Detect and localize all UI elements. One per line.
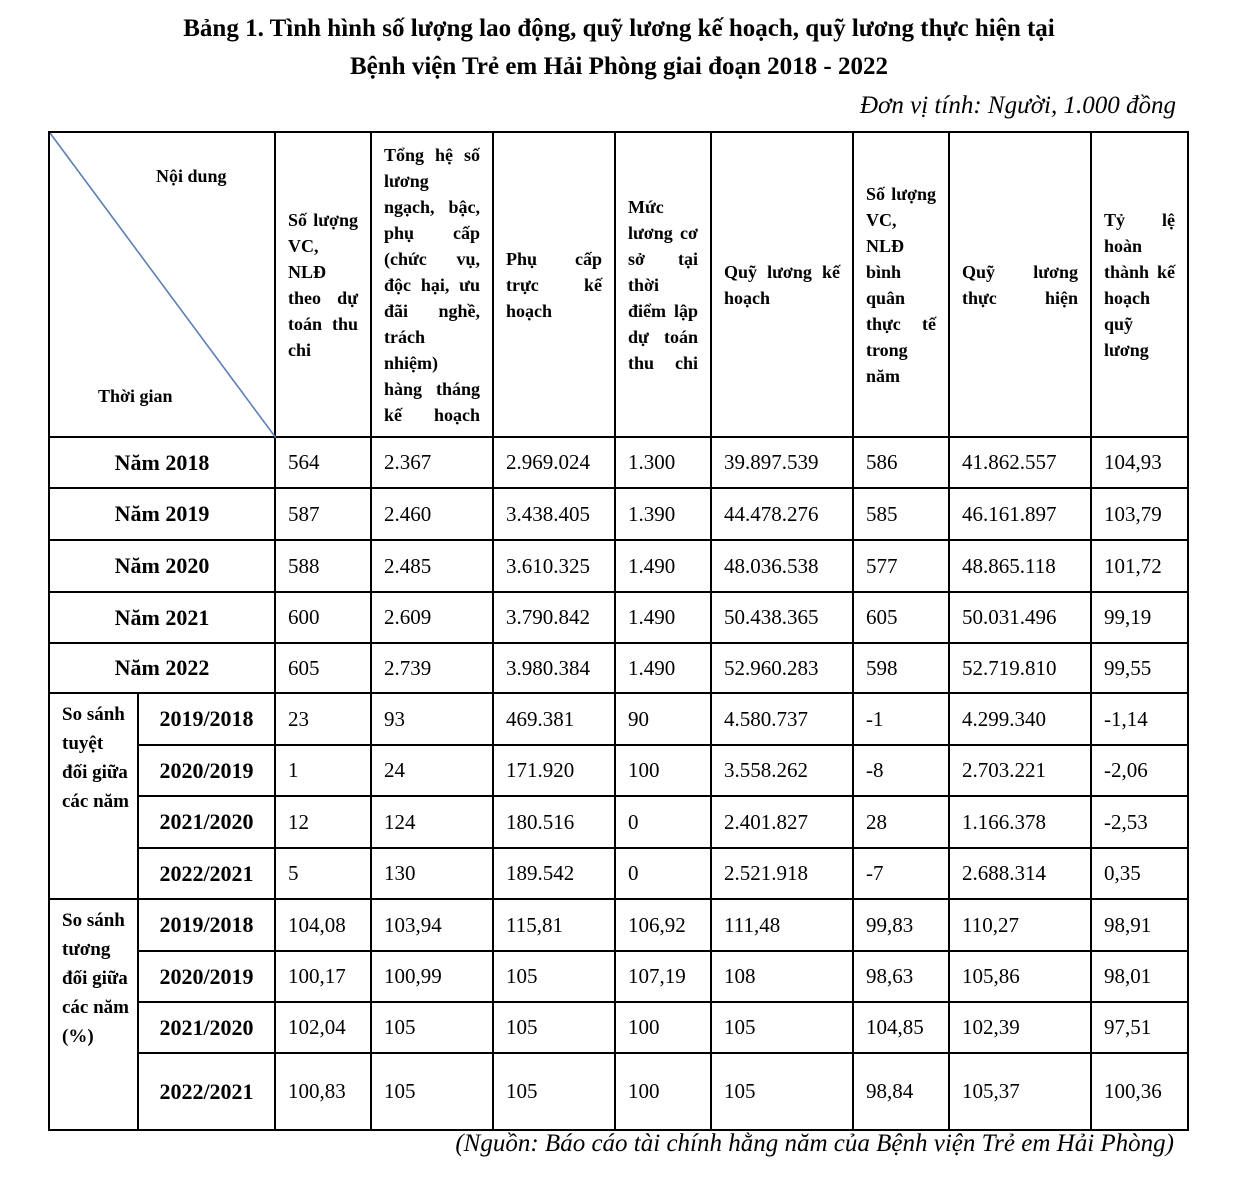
table-title bbox=[0, 10, 1238, 86]
row-label: Năm 2020 bbox=[49, 540, 275, 592]
table-cell: 0,35 bbox=[1091, 848, 1188, 899]
table-cell: 52.960.283 bbox=[711, 643, 853, 693]
table-cell: 111,48 bbox=[711, 899, 853, 951]
table-cell: 3.980.384 bbox=[493, 643, 615, 693]
corner-label-content: Nội dung bbox=[156, 166, 227, 186]
table-cell: 171.920 bbox=[493, 745, 615, 796]
table-cell: 102,39 bbox=[949, 1002, 1091, 1053]
table-cell: 52.719.810 bbox=[949, 643, 1091, 693]
row-label: 2021/2020 bbox=[138, 796, 275, 848]
table-cell: -1 bbox=[853, 693, 949, 745]
table-row bbox=[49, 899, 1188, 951]
row-label: 2022/2021 bbox=[138, 848, 275, 899]
column-header: Quỹ lương kế hoạch bbox=[711, 132, 853, 437]
table-cell: 100,99 bbox=[371, 951, 493, 1002]
table-row bbox=[49, 1002, 1188, 1053]
source-note: (Nguồn: Báo cáo tài chính hằng năm của Bệnh viện Trẻ em Hải Phòng) bbox=[455, 1130, 1174, 1157]
table-cell: 2.703.221 bbox=[949, 745, 1091, 796]
table-cell: 100 bbox=[615, 1002, 711, 1053]
table-cell: 100,36 bbox=[1091, 1053, 1188, 1130]
row-label: 2019/2018 bbox=[138, 899, 275, 951]
table-cell: -2,53 bbox=[1091, 796, 1188, 848]
table-row bbox=[49, 693, 1188, 745]
table-cell: 50.031.496 bbox=[949, 592, 1091, 643]
table-cell: 104,93 bbox=[1091, 437, 1188, 488]
row-label: 2019/2018 bbox=[138, 693, 275, 745]
table-row bbox=[49, 540, 1188, 592]
table-cell: 585 bbox=[853, 488, 949, 540]
table-cell: 110,27 bbox=[949, 899, 1091, 951]
table-cell: -8 bbox=[853, 745, 949, 796]
row-label: Năm 2021 bbox=[49, 592, 275, 643]
table-cell: 48.036.538 bbox=[711, 540, 853, 592]
table-cell: 93 bbox=[371, 693, 493, 745]
table-cell: 2.367 bbox=[371, 437, 493, 488]
table-cell: 103,79 bbox=[1091, 488, 1188, 540]
table-cell: 97,51 bbox=[1091, 1002, 1188, 1053]
table-cell: 588 bbox=[275, 540, 371, 592]
group-label-relative: So sánh tương đối giữa các năm (%) bbox=[49, 899, 138, 1130]
table-cell: 2.739 bbox=[371, 643, 493, 693]
table-row bbox=[49, 848, 1188, 899]
table-cell: 0 bbox=[615, 848, 711, 899]
table-cell: 99,19 bbox=[1091, 592, 1188, 643]
table-cell: 605 bbox=[853, 592, 949, 643]
table-cell: 98,91 bbox=[1091, 899, 1188, 951]
table-cell: 124 bbox=[371, 796, 493, 848]
table-cell: 41.862.557 bbox=[949, 437, 1091, 488]
table-cell: 577 bbox=[853, 540, 949, 592]
row-label: Năm 2019 bbox=[49, 488, 275, 540]
table-cell: 102,04 bbox=[275, 1002, 371, 1053]
row-label: 2022/2021 bbox=[138, 1053, 275, 1130]
table-title-line-2: Bệnh viện Trẻ em Hải Phòng giai đoạn 2018 - 2022 bbox=[349, 53, 888, 80]
corner-label-time: Thời gian bbox=[98, 386, 173, 406]
table-cell: 90 bbox=[615, 693, 711, 745]
table-row bbox=[49, 951, 1188, 1002]
table-cell: 469.381 bbox=[493, 693, 615, 745]
table-cell: 46.161.897 bbox=[949, 488, 1091, 540]
row-label: 2020/2019 bbox=[138, 745, 275, 796]
table-row bbox=[49, 643, 1188, 693]
table-row bbox=[49, 796, 1188, 848]
table-cell: 2.688.314 bbox=[949, 848, 1091, 899]
table-cell: 180.516 bbox=[493, 796, 615, 848]
table-cell: 1 bbox=[275, 745, 371, 796]
table-title-line-1: Bảng 1. Tình hình số lượng lao động, quỹ lương kế hoạch, quỹ lương thực hiện tại bbox=[183, 15, 1055, 42]
table-cell: 1.390 bbox=[615, 488, 711, 540]
table-cell: 1.490 bbox=[615, 592, 711, 643]
table-cell: 1.166.378 bbox=[949, 796, 1091, 848]
table-row bbox=[49, 488, 1188, 540]
table-cell: 587 bbox=[275, 488, 371, 540]
table-cell: 4.299.340 bbox=[949, 693, 1091, 745]
table-cell: 130 bbox=[371, 848, 493, 899]
table-cell: 105 bbox=[371, 1002, 493, 1053]
table-cell: 600 bbox=[275, 592, 371, 643]
table-cell: 50.438.365 bbox=[711, 592, 853, 643]
table-cell: 48.865.118 bbox=[949, 540, 1091, 592]
table-row bbox=[49, 1053, 1188, 1130]
table-cell: 39.897.539 bbox=[711, 437, 853, 488]
table-cell: 605 bbox=[275, 643, 371, 693]
table-cell: 1.300 bbox=[615, 437, 711, 488]
table-cell: 2.485 bbox=[371, 540, 493, 592]
table-cell: 24 bbox=[371, 745, 493, 796]
column-header: Số lượng VC, NLĐ bình quân thực tế trong năm bbox=[853, 132, 949, 437]
column-header: Tỷ lệ hoàn thành kế hoạch quỹ lương bbox=[1091, 132, 1188, 437]
table-cell: 105 bbox=[711, 1053, 853, 1130]
table-cell: 598 bbox=[853, 643, 949, 693]
table-cell: 3.438.405 bbox=[493, 488, 615, 540]
table-cell: 101,72 bbox=[1091, 540, 1188, 592]
table-cell: 100 bbox=[615, 745, 711, 796]
row-label: 2021/2020 bbox=[138, 1002, 275, 1053]
table-cell: 2.460 bbox=[371, 488, 493, 540]
table-cell: -2,06 bbox=[1091, 745, 1188, 796]
table-cell: 44.478.276 bbox=[711, 488, 853, 540]
table-cell: 2.401.827 bbox=[711, 796, 853, 848]
table-cell: 98,63 bbox=[853, 951, 949, 1002]
table-cell: 115,81 bbox=[493, 899, 615, 951]
column-header: Số lượng VC, NLĐ theo dự toán thu chi bbox=[275, 132, 371, 437]
header-row bbox=[49, 132, 1188, 437]
table-cell: 5 bbox=[275, 848, 371, 899]
table-cell: 108 bbox=[711, 951, 853, 1002]
table-cell: 103,94 bbox=[371, 899, 493, 951]
column-header: Tổng hệ số lương ngạch, bậc, phụ cấp (chức vụ, độc hại, ưu đãi nghề, trách nhiệm) hàng tháng kế hoạch bbox=[371, 132, 493, 437]
column-header: Quỹ lương thực hiện bbox=[949, 132, 1091, 437]
table-cell: 2.609 bbox=[371, 592, 493, 643]
table-cell: 23 bbox=[275, 693, 371, 745]
table-cell: 105 bbox=[371, 1053, 493, 1130]
table-cell: 3.610.325 bbox=[493, 540, 615, 592]
table-cell: 104,08 bbox=[275, 899, 371, 951]
data-table bbox=[48, 131, 1189, 1131]
table-cell: 105,86 bbox=[949, 951, 1091, 1002]
table-cell: 189.542 bbox=[493, 848, 615, 899]
table-cell: -7 bbox=[853, 848, 949, 899]
table-cell: 98,01 bbox=[1091, 951, 1188, 1002]
table-cell: 98,84 bbox=[853, 1053, 949, 1130]
group-label-absolute: So sánh tuyệt đối giữa các năm bbox=[49, 693, 138, 899]
table-cell: 4.580.737 bbox=[711, 693, 853, 745]
table-row bbox=[49, 745, 1188, 796]
table-cell: 1.490 bbox=[615, 643, 711, 693]
row-label: Năm 2018 bbox=[49, 437, 275, 488]
table-cell: 3.790.842 bbox=[493, 592, 615, 643]
row-label: Năm 2022 bbox=[49, 643, 275, 693]
table-cell: 586 bbox=[853, 437, 949, 488]
table-row bbox=[49, 437, 1188, 488]
table-cell: 105 bbox=[493, 951, 615, 1002]
column-header: Phụ cấp trực kế hoạch bbox=[493, 132, 615, 437]
table-cell: 105,37 bbox=[949, 1053, 1091, 1130]
table-cell: 100,17 bbox=[275, 951, 371, 1002]
unit-note: Đơn vị tính: Người, 1.000 đồng bbox=[859, 92, 1176, 119]
table-cell: 107,19 bbox=[615, 951, 711, 1002]
corner-header-cell bbox=[49, 132, 275, 437]
table-cell: 105 bbox=[711, 1002, 853, 1053]
table-cell: 3.558.262 bbox=[711, 745, 853, 796]
table-cell: 28 bbox=[853, 796, 949, 848]
table-cell: 105 bbox=[493, 1053, 615, 1130]
table-cell: 99,83 bbox=[853, 899, 949, 951]
table-cell: 106,92 bbox=[615, 899, 711, 951]
table-cell: 0 bbox=[615, 796, 711, 848]
table-cell: 105 bbox=[493, 1002, 615, 1053]
table-cell: 2.969.024 bbox=[493, 437, 615, 488]
column-header: Mức lương cơ sở tại thời điểm lập dự toán thu chi bbox=[615, 132, 711, 437]
table-cell: 12 bbox=[275, 796, 371, 848]
table-cell: -1,14 bbox=[1091, 693, 1188, 745]
table-cell: 564 bbox=[275, 437, 371, 488]
table-cell: 99,55 bbox=[1091, 643, 1188, 693]
table-row bbox=[49, 592, 1188, 643]
table-cell: 2.521.918 bbox=[711, 848, 853, 899]
table-cell: 104,85 bbox=[853, 1002, 949, 1053]
row-label: 2020/2019 bbox=[138, 951, 275, 1002]
table-cell: 100 bbox=[615, 1053, 711, 1130]
table-cell: 100,83 bbox=[275, 1053, 371, 1130]
table-cell: 1.490 bbox=[615, 540, 711, 592]
